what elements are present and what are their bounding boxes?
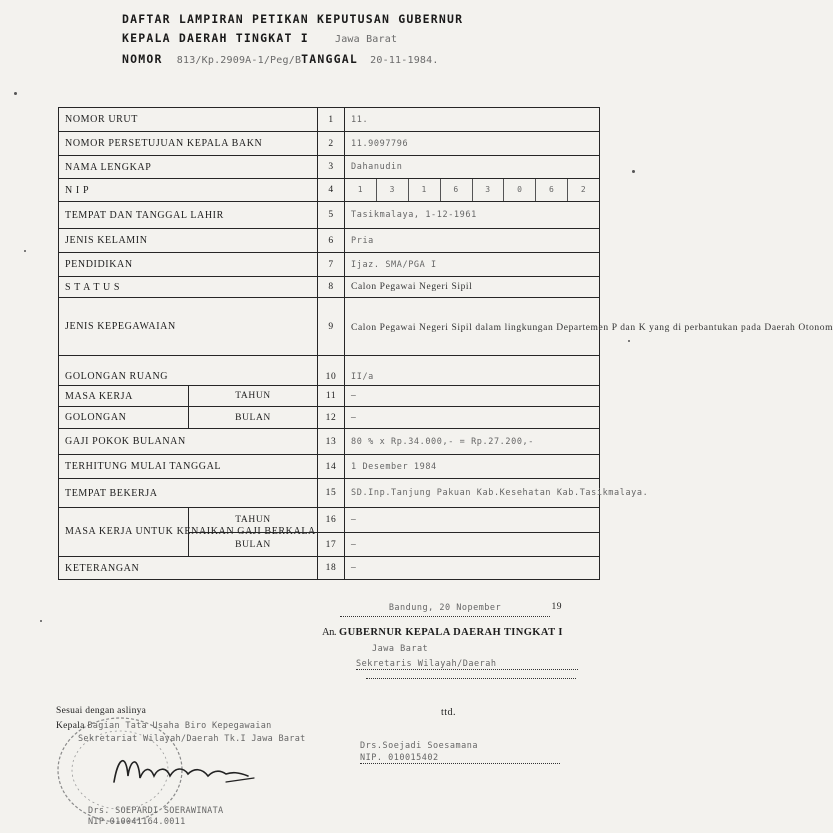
- row-label: N I P: [59, 179, 318, 202]
- place-date-line: [340, 602, 562, 617]
- certifier-office-line-2: [78, 734, 306, 744]
- row-value: Ijaz. SMA/PGA I: [351, 259, 437, 270]
- table-row: [59, 202, 600, 229]
- row-number: 14: [318, 455, 345, 479]
- table-row: [59, 132, 600, 156]
- row-value: –: [345, 508, 600, 533]
- row-sublabel: TAHUN: [189, 508, 318, 533]
- nip-digit: 2: [567, 179, 599, 201]
- row-number: 16: [318, 508, 345, 533]
- row-label: JENIS KEPEGAWAIAN: [59, 298, 318, 356]
- table-row: [59, 277, 600, 298]
- signatory-nip: NIP. 010015402: [360, 753, 439, 763]
- table-row: [59, 407, 600, 429]
- nip-digit: 6: [440, 179, 472, 201]
- row-number: 9: [318, 298, 345, 356]
- header-line-2: [122, 31, 397, 45]
- row-label: KETERANGAN: [59, 557, 318, 580]
- row-number: 15: [318, 479, 345, 508]
- nomor-value: 813/Kp.2909A-1/Peg/B: [176, 55, 302, 66]
- signatory-name-line: [360, 740, 560, 751]
- certifier-office-line: [56, 721, 272, 731]
- row-value: 11.9097796: [351, 138, 409, 149]
- table-row: [59, 356, 600, 386]
- row-number: 11: [318, 386, 345, 407]
- scan-speck: [40, 620, 42, 622]
- signatory-nip-line: [360, 752, 560, 764]
- table-row: [59, 229, 600, 253]
- row-value: II/a: [351, 372, 374, 382]
- table-row: [59, 455, 600, 479]
- tanggal-value: 20-11-1984.: [370, 55, 439, 66]
- row-label: GOLONGAN RUANG: [59, 356, 318, 386]
- row-label: JENIS KELAMIN: [59, 229, 318, 253]
- table-row: [59, 386, 600, 407]
- row-value: Calon Pegawai Negeri Sipil: [345, 277, 600, 298]
- row-number: 12: [318, 407, 345, 429]
- header-subtitle: KEPALA DAERAH TINGKAT I: [122, 31, 309, 45]
- row-label: NOMOR URUT: [59, 108, 318, 132]
- row-number: 3: [318, 156, 345, 179]
- row-label: GAJI POKOK BULANAN: [59, 429, 318, 455]
- row-label: MASA KERJA: [59, 386, 189, 407]
- ttd-mark: ttd.: [441, 707, 457, 718]
- row-sublabel: TAHUN: [189, 386, 318, 407]
- row-value: Calon Pegawai Negeri Sipil dalam lingkungan Departemen P dan K yang di perbantukan pada Daerah Otonom: [345, 298, 600, 356]
- data-table: [58, 107, 833, 580]
- table-row: [59, 298, 600, 356]
- row-number: 13: [318, 429, 345, 455]
- row-number: 17: [318, 533, 345, 557]
- row-number: 8: [318, 277, 345, 298]
- nip-digit: 6: [535, 179, 567, 201]
- row-value: 80 % x Rp.34.000,- = Rp.27.200,-: [351, 436, 534, 447]
- row-value: –: [345, 407, 600, 429]
- table-row: [59, 253, 600, 277]
- header-line-1: [122, 12, 463, 26]
- certifier-region: Sekretariat Wilayah/Daerah Tk.I Jawa Barat: [78, 734, 306, 744]
- governor-name: GUBERNUR KEPALA DAERAH TINGKAT I: [339, 627, 563, 638]
- certified-copy-note: Sesuai dengan aslinya: [56, 706, 147, 716]
- row-number: 7: [318, 253, 345, 277]
- row-label: TEMPAT BEKERJA: [59, 479, 318, 508]
- row-value: 11.: [351, 114, 369, 125]
- region: Jawa Barat: [372, 644, 429, 654]
- row-value: Dahanudin: [351, 162, 403, 172]
- row-number: 5: [318, 202, 345, 229]
- row-value: –: [345, 386, 600, 407]
- table-row: [59, 179, 600, 202]
- governor-title: [322, 627, 563, 638]
- scan-speck: [628, 340, 630, 342]
- table-row: [59, 429, 600, 455]
- certifier-name-line: [88, 806, 223, 816]
- handwritten-signature: [108, 746, 258, 790]
- row-value: Tasikmalaya, 1-12-1961: [351, 210, 477, 220]
- secretary: Sekretaris Wilayah/Daerah: [356, 659, 497, 669]
- row-value: 1 Desember 1984: [351, 461, 437, 472]
- row-number: 10: [318, 356, 345, 386]
- table-row: [59, 508, 600, 533]
- table-row: [59, 156, 600, 179]
- table-row: [59, 108, 600, 132]
- certifier-prefix: Kepala: [56, 721, 85, 731]
- nip-digit: 1: [408, 179, 440, 201]
- row-label: S T A T U S: [59, 277, 318, 298]
- dotted-line: [366, 674, 576, 679]
- certifier-name: Drs. SOEPARDI SOERAWINATA: [88, 806, 224, 816]
- scan-speck: [24, 250, 26, 252]
- place-date: Bandung, 20 Nopember: [388, 603, 502, 613]
- nomor-label: NOMOR: [122, 52, 163, 66]
- row-sublabel: BULAN: [189, 407, 318, 429]
- row-number: 1: [318, 108, 345, 132]
- certifier-nip-line: [88, 817, 186, 827]
- certifier-nip: NIP.010041164.0011: [88, 817, 186, 827]
- nip-digit: 3: [472, 179, 504, 201]
- tanggal-label: TANGGAL: [301, 52, 359, 66]
- region-line: [372, 643, 428, 654]
- row-value: –: [345, 557, 600, 580]
- table-row: [59, 557, 600, 580]
- row-number: 2: [318, 132, 345, 156]
- nip-digit: 1: [357, 185, 364, 194]
- row-sublabel: BULAN: [189, 533, 318, 557]
- header-title: DAFTAR LAMPIRAN PETIKAN KEPUTUSAN GUBERNUR: [122, 12, 464, 26]
- row-value: SD.Inp.Tanjung Pakuan Kab.Kesehatan Kab.Tasikmalaya.: [351, 487, 649, 498]
- row-value: –: [345, 533, 600, 557]
- year-suffix: 19: [551, 602, 562, 612]
- row-value: Pria: [351, 235, 374, 246]
- row-number: 6: [318, 229, 345, 253]
- row-label: MASA KERJA UNTUK KENAIKAN GAJI BERKALA: [59, 508, 189, 557]
- row-label: TERHITUNG MULAI TANGGAL: [59, 455, 318, 479]
- secretary-line: [356, 658, 578, 670]
- governor-lead: An.: [322, 627, 336, 638]
- signatory-name: Drs.Soejadi Soesamana: [360, 741, 478, 751]
- table-row: [59, 479, 600, 508]
- row-label: TEMPAT DAN TANGGAL LAHIR: [59, 202, 318, 229]
- nip-digit: 3: [376, 179, 408, 201]
- header-province: Jawa Barat: [334, 34, 398, 45]
- row-label: NAMA LENGKAP: [59, 156, 318, 179]
- header-line-3: [122, 52, 439, 66]
- scan-speck: [632, 170, 635, 173]
- row-label: GOLONGAN: [59, 407, 189, 429]
- row-label: PENDIDIKAN: [59, 253, 318, 277]
- nip-digit: 0: [503, 179, 535, 201]
- scan-speck: [14, 92, 17, 95]
- certifier-office: Bagian Tata Usaha Biro Kepegawaian: [87, 721, 272, 731]
- nip-boxes: [345, 179, 599, 201]
- row-label: NOMOR PERSETUJUAN KEPALA BAKN: [59, 132, 318, 156]
- row-number: 18: [318, 557, 345, 580]
- row-number: 4: [318, 179, 345, 202]
